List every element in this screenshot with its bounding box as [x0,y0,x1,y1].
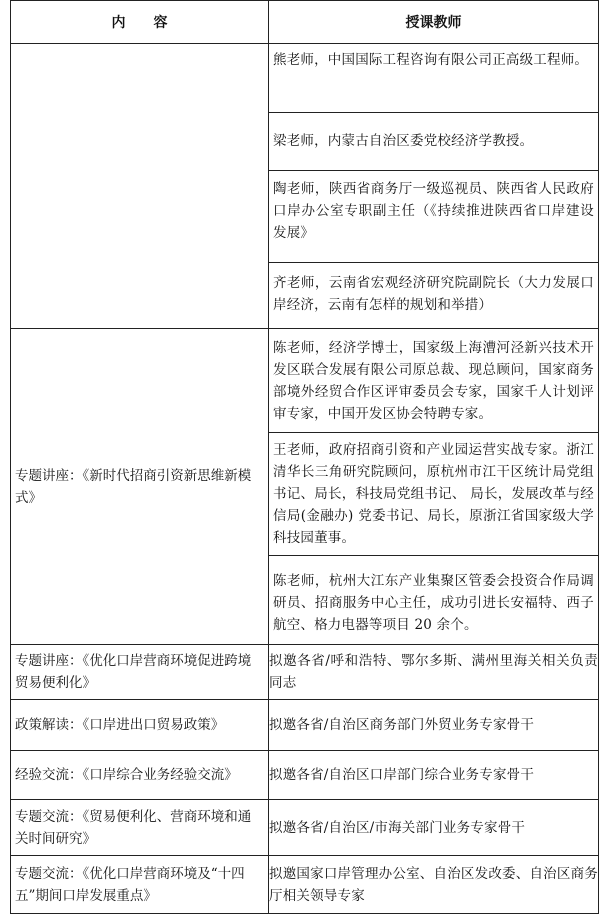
teacher-entry: 熊老师，中国国际工程咨询有限公司正高级工程师。 [273,52,589,68]
table-row [11,44,599,329]
course-schedule-table [10,0,599,914]
teacher-cell: 拟邀各省/呼和浩特、鄂尔多斯、满州里海关相关负责同志 [269,645,599,700]
teacher-entry: 陶老师，陕西省商务厅一级巡视员、陕西省人民政府口岸办公室专职副主任（《持续推进陕西省口岸建设发展》 [269,170,598,262]
teacher-cell [269,329,599,645]
table-row [11,751,599,800]
teacher-cell: 拟邀国家口岸管理办公室、自治区发改委、自治区商务厅相关领导专家 [269,856,599,914]
teacher-entry: 梁老师，内蒙古自治区委党校经济学教授。 [269,112,598,170]
table-row [11,700,599,751]
teacher-cell: 拟邀各省/自治区口岸部门综合业务专家骨干 [269,751,599,800]
teacher-cell: 拟邀各省/自治区商务部门外贸业务专家骨干 [269,700,599,751]
table-header-row [11,1,599,44]
table-row [11,645,599,700]
topic-cell: 专题讲座：《优化口岸营商环境促进跨境贸易便利化》 [11,645,269,700]
topic-cell: 专题交流：《优化口岸营商环境及“十四五”期间口岸发展重点》 [11,856,269,914]
topic-cell: 政策解读：《口岸进出口贸易政策》 [11,700,269,751]
header-content: 内容 [11,1,269,44]
table-row [11,800,599,856]
header-teacher: 授课教师 [269,1,599,44]
teacher-entry: 陈老师，经济学博士，国家级上海漕河泾新兴技术开发区联合发展有限公司原总裁、现总顾问，国家商务部境外经贸合作区评审委员会专家，国家千人计划评审专家，中国开发区协会特聘专家。 [273,340,594,422]
topic-cell: 专题讲座：《新时代招商引资新思维新模式》 [11,329,269,645]
table-row [11,856,599,914]
table-row [11,329,599,645]
teacher-cell: 拟邀各省/自治区/市海关部门业务专家骨干 [269,800,599,856]
teacher-entry: 齐老师，云南省宏观经济研究院副院长（大力发展口岸经济，云南有怎样的规划和举措） [269,262,598,328]
teacher-entry: 陈老师，杭州大江东产业集聚区管委会投资合作局调研员、招商服务中心主任，成功引进长安福特、西子航空、格力电器等项目 20 余个。 [269,555,598,644]
teacher-cell [269,44,599,329]
teacher-entry: 王老师，政府招商引资和产业园运营实战专家。浙江清华长三角研究院顾问，原杭州市江干区统计局党组书记、局长，科技局党组书记、 局长，发展改革与经信局(金融办) 党委书记、局长，原浙江省国家级大学科技园董事。 [269,432,598,555]
topic-cell: 专题交流：《贸易便利化、营商环境和通关时间研究》 [11,800,269,856]
topic-cell: 经验交流：《口岸综合业务经验交流》 [11,751,269,800]
topic-cell [11,44,269,329]
